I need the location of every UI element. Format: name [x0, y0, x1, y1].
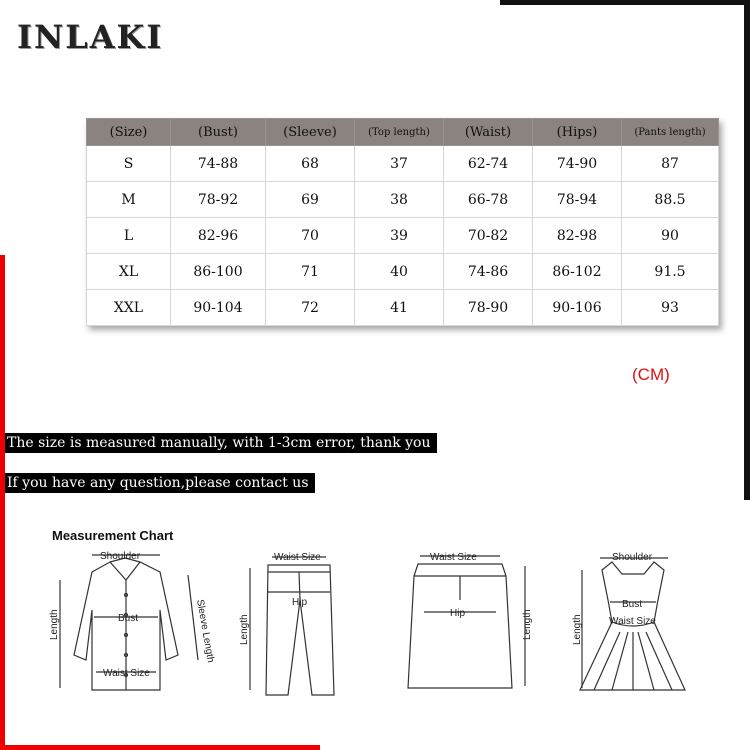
cell-top-length: 41: [355, 290, 444, 326]
note-contact: If you have any question,please contact us: [5, 473, 315, 493]
cell-top-length: 39: [355, 218, 444, 254]
table-row: [87, 290, 719, 326]
unit-label: (CM): [632, 365, 670, 384]
cell-size: M: [87, 182, 171, 218]
cell-pants-length: 87: [622, 146, 719, 182]
shirt-length-label: Length: [49, 609, 60, 640]
skirt-hip-label: Hip: [450, 608, 466, 619]
cell-waist: 78-90: [444, 290, 533, 326]
measurement-diagrams: [0, 540, 750, 745]
cell-waist: 66-78: [444, 182, 533, 218]
cell-sleeve: 72: [266, 290, 355, 326]
table-row: [87, 218, 719, 254]
header-waist: (Waist): [444, 119, 533, 146]
table-row: [87, 146, 719, 182]
pants-diagram: [250, 557, 334, 695]
header-bust: (Bust): [171, 119, 266, 146]
cell-pants-length: 93: [622, 290, 719, 326]
cell-sleeve: 69: [266, 182, 355, 218]
cell-pants-length: 91.5: [622, 254, 719, 290]
skirt-length-label: Length: [522, 609, 533, 640]
dress-waist-label: Waist Size: [609, 616, 656, 627]
cell-sleeve: 71: [266, 254, 355, 290]
header-sleeve: (Sleeve): [266, 119, 355, 146]
cell-size: XL: [87, 254, 171, 290]
pants-waist-label: Waist Size: [274, 552, 321, 563]
frame-right-border: [744, 0, 750, 500]
cell-waist: 70-82: [444, 218, 533, 254]
frame-top-border: [500, 0, 750, 5]
cell-sleeve: 68: [266, 146, 355, 182]
cell-size: L: [87, 218, 171, 254]
cell-top-length: 37: [355, 146, 444, 182]
table-row: [87, 254, 719, 290]
header-hips: (Hips): [533, 119, 622, 146]
cell-waist: 74-86: [444, 254, 533, 290]
header-top-length: (Top length): [355, 119, 444, 146]
header-size: (Size): [87, 119, 171, 146]
shirt-sleeve-label: Sleeve Length: [194, 598, 216, 664]
cell-hips: 74-90: [533, 146, 622, 182]
size-table: [86, 118, 719, 326]
cell-waist: 62-74: [444, 146, 533, 182]
shirt-bust-label: Bust: [118, 613, 139, 624]
cell-bust: 78-92: [171, 182, 266, 218]
table-row: [87, 182, 719, 218]
shirt-waist-label: Waist Size: [103, 668, 150, 679]
cell-top-length: 38: [355, 182, 444, 218]
header-pants-length: (Pants length): [622, 119, 719, 146]
cell-bust: 82-96: [171, 218, 266, 254]
measurement-chart-title: Measurement Chart: [52, 528, 174, 543]
dress-bust-label: Bust: [622, 599, 643, 610]
cell-sleeve: 70: [266, 218, 355, 254]
cell-bust: 74-88: [171, 146, 266, 182]
dress-length-label: Length: [572, 614, 583, 645]
pants-hip-label: Hip: [292, 597, 308, 608]
cell-hips: 78-94: [533, 182, 622, 218]
cell-pants-length: 90: [622, 218, 719, 254]
cell-bust: 86-100: [171, 254, 266, 290]
shirt-shoulder-label: Shoulder: [100, 551, 141, 562]
dress-shoulder-label: Shoulder: [612, 552, 653, 563]
cell-pants-length: 88.5: [622, 182, 719, 218]
skirt-diagram: [408, 556, 525, 688]
cell-bust: 90-104: [171, 290, 266, 326]
cell-size: XXL: [87, 290, 171, 326]
cell-hips: 90-106: [533, 290, 622, 326]
cell-size: S: [87, 146, 171, 182]
cell-top-length: 40: [355, 254, 444, 290]
note-measurement-error: The size is measured manually, with 1-3cm error, thank you: [5, 433, 437, 453]
pants-length-label: Length: [239, 614, 250, 645]
cell-hips: 86-102: [533, 254, 622, 290]
frame-bottom-border: [0, 745, 320, 750]
skirt-waist-label: Waist Size: [430, 552, 477, 563]
table-header-row: [87, 119, 719, 146]
brand-logo: INLAKI: [17, 18, 164, 56]
cell-hips: 82-98: [533, 218, 622, 254]
